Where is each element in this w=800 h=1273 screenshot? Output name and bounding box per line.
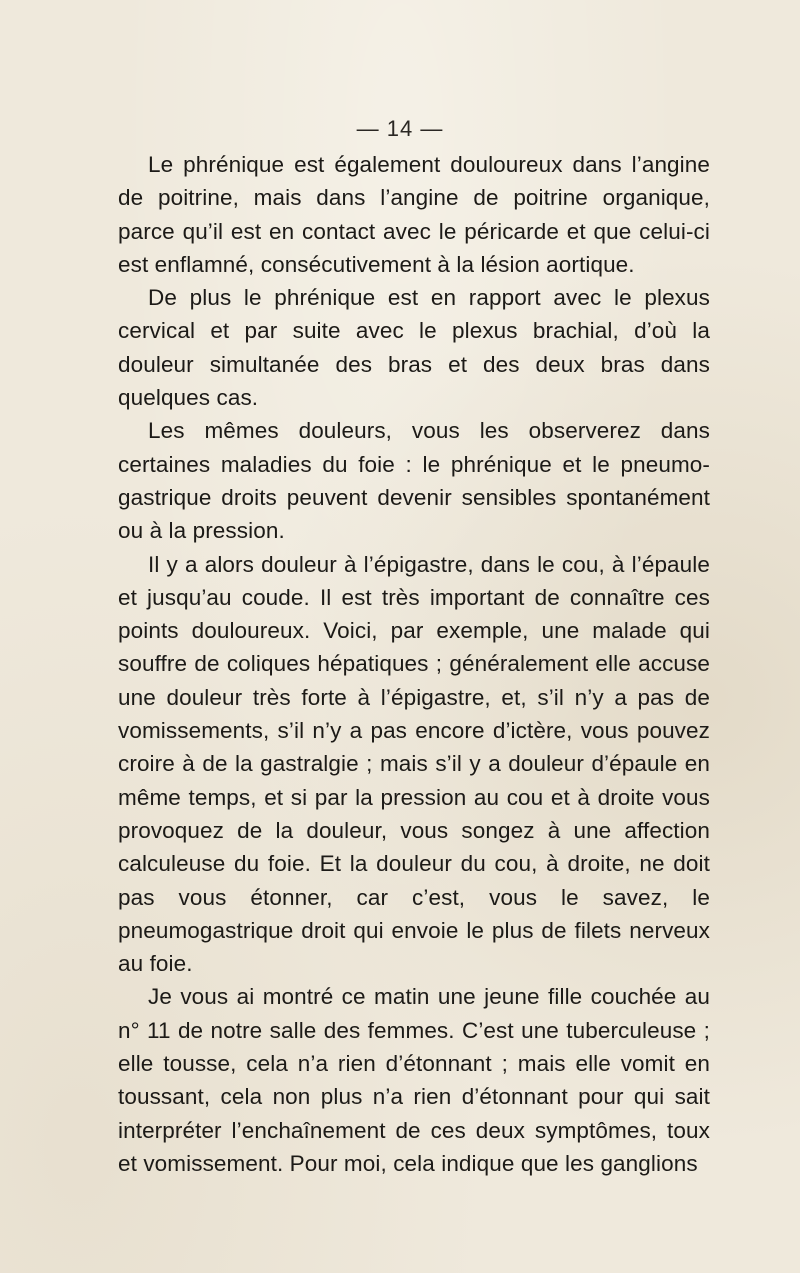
paragraph-1: Le phrénique est également douloureux dans l’angine de poitrine, mais dans l’angine de poitrine organique, parce qu’il est en contact avec le péricarde et que celui-ci est enflamné, consécutivement à la lésion aortique. — [118, 152, 710, 277]
page-number: — 14 — — [356, 116, 444, 141]
body-text — [118, 148, 710, 1180]
paragraph-2: De plus le phrénique est en rapport avec le plexus cervical et par suite avec le plexus brachial, d’où la douleur simultanée des bras et des deux bras dans quelques cas. — [118, 285, 710, 411]
paragraph-5: Je vous ai montré ce matin une jeune fille couchée au n° 11 de notre salle des femmes. C’est une tuberculeuse ; elle tousse, cela n’a rien d’étonnant ; mais elle vomit en toussant, cela non plus n’a rien d’étonnant pour qui sait interpréter l’enchaînement de ces deux symptômes, toux et vomissement. Pour moi, cela indique que les ganglions — [118, 984, 710, 1176]
paragraph-4: Il y a alors douleur à l’épigastre, dans le cou, à l’épaule et jusqu’au coude. Il est très important de connaître ces points douloureux. Voici, par exemple, une malade qui souffre de coliques hépatiques ; généralement elle accuse une douleur très forte à l’épigastre, et, s’il n’y a pas de vomissements, s’il n’y a pas encore d’ictère, vous pouvez croire à de la gastralgie ; mais s’il y a douleur d’épaule en même temps, et si par la pression au cou et à droite vous provoquez de la douleur, vous songez à une affection calculeuse du foie. Et la douleur du cou, à droite, ne doit pas vous étonner, car c’est, vous le savez, le pneumogastrique droit qui envoie le plus de filets nerveux au foie. — [118, 551, 710, 977]
paragraph-3: Les mêmes douleurs, vous les observerez dans certaines maladies du foie : le phrénique et le pneumo-gastrique droits peuvent devenir sensibles spontanément ou à la pression. — [118, 418, 710, 544]
